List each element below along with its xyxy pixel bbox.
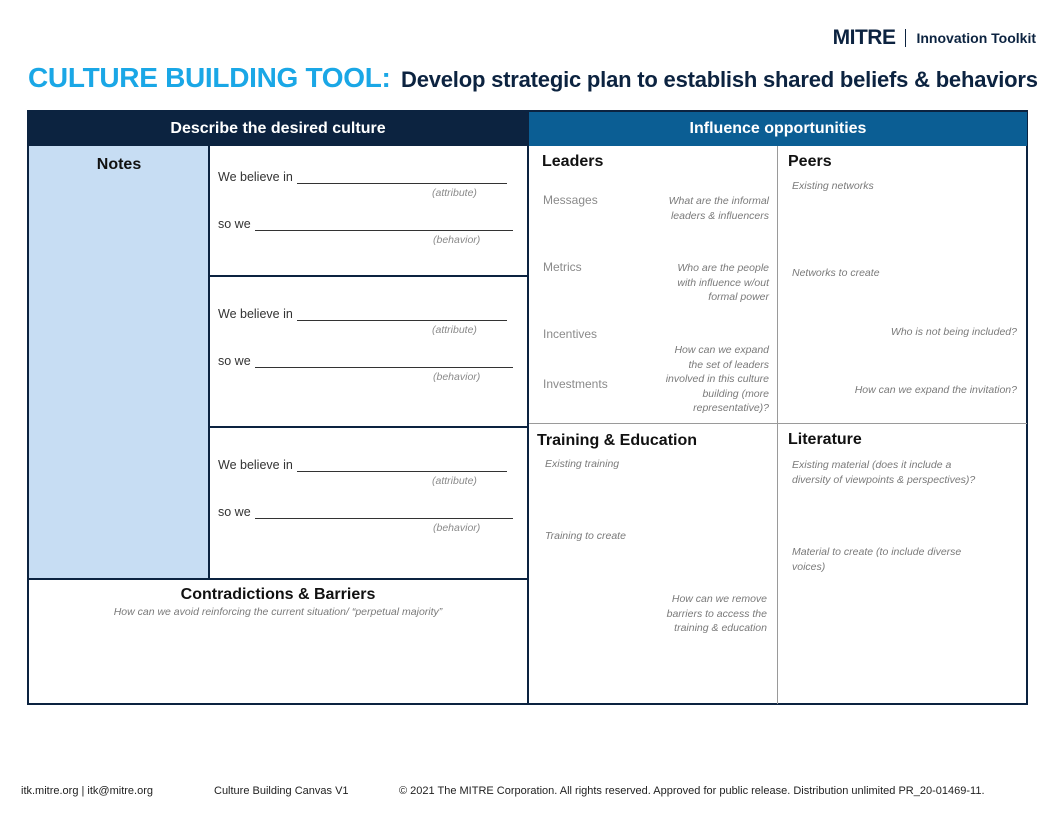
title-subtitle: Develop strategic plan to establish shared beliefs & behaviors [401,67,1038,92]
title-main: CULTURE BUILDING TOOL: [28,62,391,93]
mitre-logo: MITRE [832,26,896,49]
training-create: Training to create [545,530,626,542]
brand-tagline: Innovation Toolkit [916,30,1036,46]
peers-create: Networks to create [792,267,880,279]
peers-hint: How can we expand the invitation? [854,384,1017,396]
believe-label: We believe in [218,458,293,472]
brand [833,26,1036,50]
belief-block[interactable] [210,146,527,275]
literature-create: Material to create (to include diverse voices) [792,546,962,573]
footer-version: Culture Building Canvas V1 [214,785,349,797]
notes-title: Notes [96,156,142,173]
attribute-hint: (attribute) [432,324,477,336]
so-we-label: so we [218,505,251,519]
leaders-hint: How can we expand the set of leaders involved in this culture building (more representative)? [665,344,769,414]
peers-panel[interactable] [778,146,1027,423]
leaders-item: Metrics [543,260,582,274]
training-title: Training & Education [537,432,698,449]
left-header: Describe the desired culture [29,112,527,146]
leaders-item: Messages [543,193,598,207]
so-we-label: so we [218,217,251,231]
training-hint: How can we remove barriers to access the training & education [666,593,767,634]
attribute-line[interactable] [297,458,507,472]
leaders-item: Investments [543,377,608,391]
attribute-hint: (attribute) [432,187,477,199]
so-we-label: so we [218,354,251,368]
attribute-line[interactable] [297,170,507,184]
literature-panel[interactable] [778,424,1027,703]
literature-title: Literature [788,431,862,448]
contradictions-hint: How can we avoid reinforcing the current situation/ “perpetual majority” [113,606,443,618]
training-existing: Existing training [545,458,620,470]
notes-panel[interactable] [29,146,209,578]
contradictions-title: Contradictions & Barriers [180,586,376,603]
believe-label: We believe in [218,170,293,184]
literature-existing: Existing material (does it include a diversity of viewpoints & perspectives)? [792,459,976,486]
page-title [28,62,1038,94]
leaders-item: Incentives [543,327,598,341]
behavior-hint: (behavior) [433,234,481,246]
footer-copyright: © 2021 The MITRE Corporation. All rights reserved. Approved for public release. Distribution unlimited PR_20-01469-11. [399,785,985,797]
leaders-hint: What are the informal leaders & influencers [668,195,769,222]
belief-block[interactable] [210,277,527,426]
belief-block[interactable] [210,428,527,578]
leaders-hint: Who are the people with influence w/out formal power [677,262,769,303]
right-header: Influence opportunities [529,112,1027,146]
peers-hint: Who is not being included? [890,326,1017,338]
training-panel[interactable] [529,424,777,703]
leaders-title: Leaders [542,153,604,170]
behavior-line[interactable] [255,354,513,368]
attribute-line[interactable] [297,307,507,321]
peers-title: Peers [788,153,832,170]
behavior-line[interactable] [255,217,513,231]
believe-label: We believe in [218,307,293,321]
attribute-hint: (attribute) [432,475,477,487]
contradictions-panel[interactable] [29,580,527,703]
footer-contact[interactable]: itk.mitre.org | itk@mitre.org [21,785,153,797]
behavior-line[interactable] [255,505,513,519]
brand-divider [905,29,906,47]
behavior-hint: (behavior) [433,522,481,534]
peers-existing: Existing networks [792,180,874,192]
leaders-panel[interactable] [529,146,777,423]
behavior-hint: (behavior) [433,371,481,383]
